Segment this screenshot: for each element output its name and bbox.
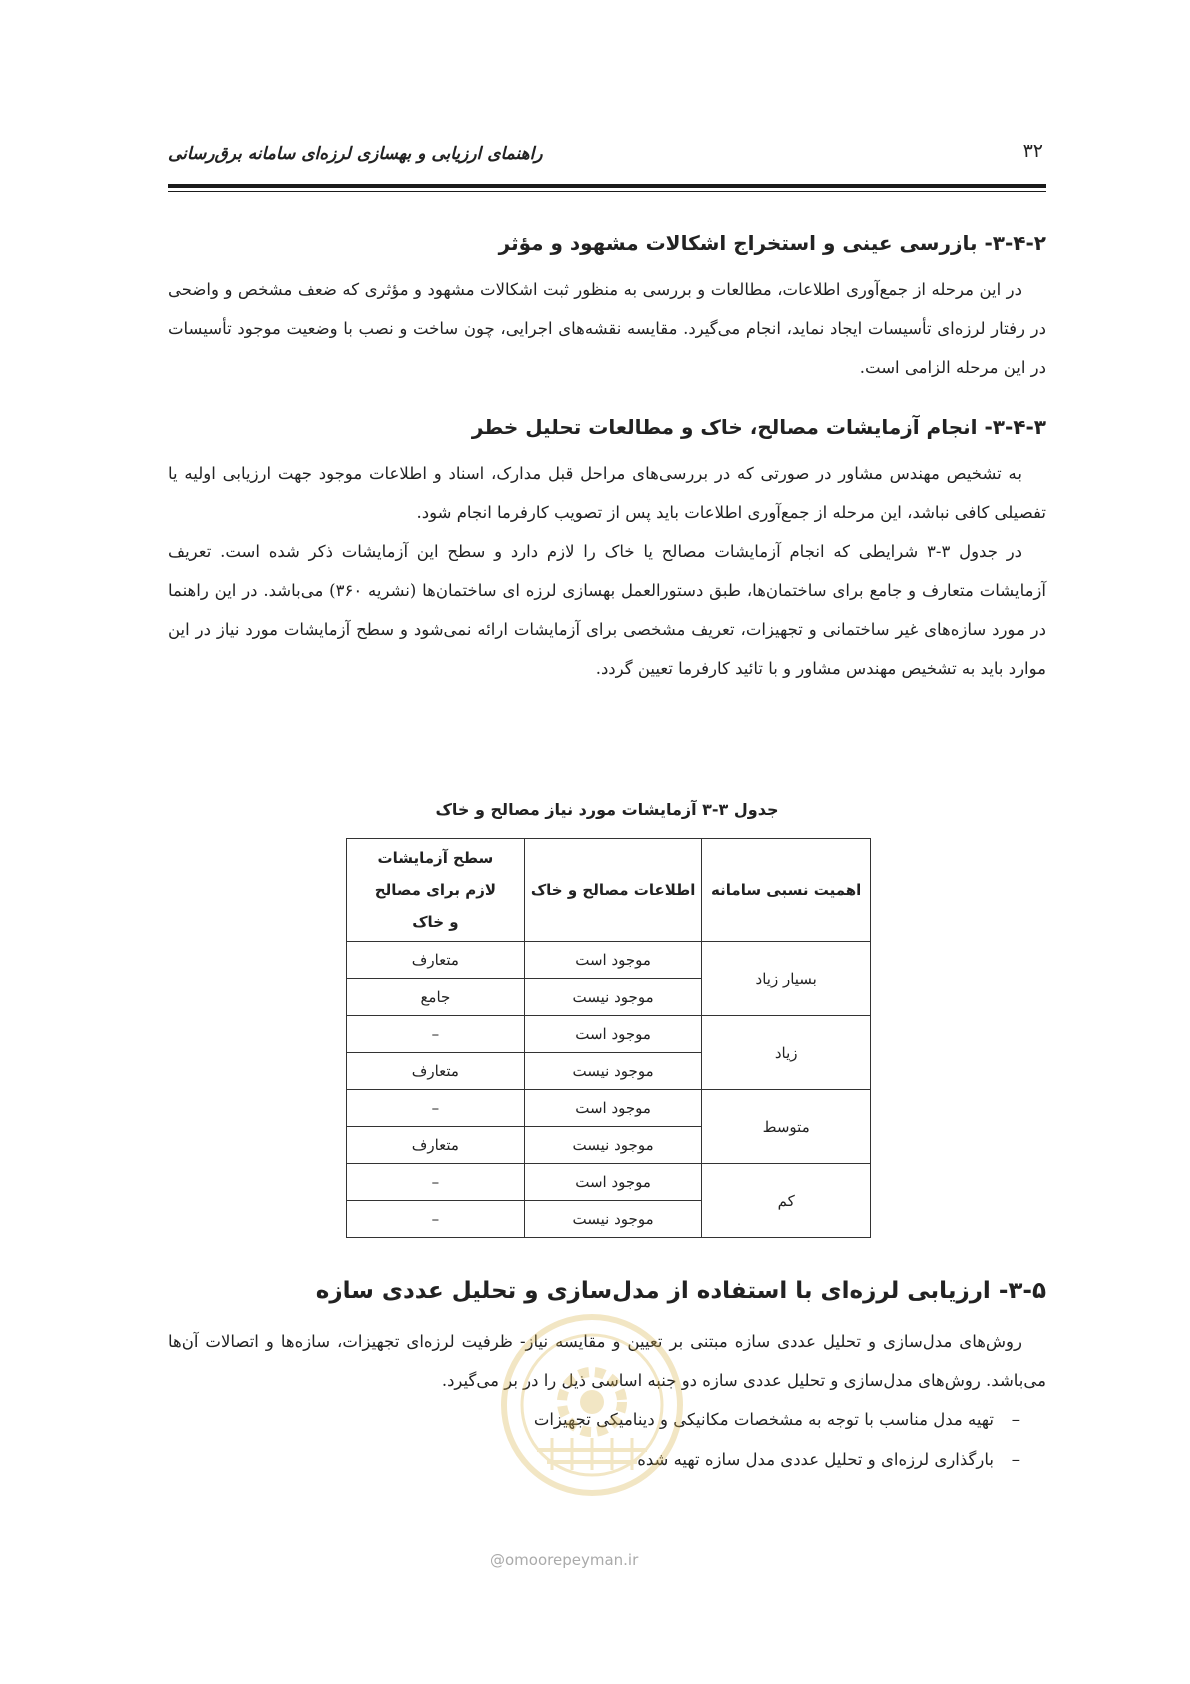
info-cell: موجود است — [524, 1016, 702, 1053]
info-cell: موجود نیست — [524, 1053, 702, 1090]
paragraph: روش‌های مدل‌سازی و تحلیل عددی سازه مبتنی بر تعیین و مقایسه نیاز- ظرفیت لرزه‌ای تجهیزات، سازه‌ها و اتصالات آن‌ها می‌باشد. روش‌های مدل‌سازی و تحلیل عددی سازه دو جنبه اساسی ذیل را در بر می‌گیرد. — [168, 1332, 1046, 1390]
tests-table — [346, 838, 871, 1238]
dash-marker: – — [1011, 1450, 1020, 1469]
paragraph: به تشخیص مهندس مشاور در صورتی که در بررسی‌های مراحل قبل مدارک، اسناد و اطلاعات موجود جهت ارزیابی اولیه یا تفصیلی کافی نباشد، این مرحله از جمع‌آوری اطلاعات باید پس از تصویب کارفرما انجام شود. — [168, 464, 1046, 522]
info-cell: موجود است — [524, 1164, 702, 1201]
table-row — [347, 1016, 871, 1053]
header-info: اطلاعات مصالح و خاک — [524, 839, 702, 942]
level-cell: – — [347, 1164, 525, 1201]
table-header-row — [347, 839, 871, 942]
table-row — [347, 1164, 871, 1201]
level-cell: متعارف — [347, 1053, 525, 1090]
level-cell: – — [347, 1016, 525, 1053]
running-title: راهنمای ارزیابی و بهسازی لرزه‌ای سامانه برق‌رسانی — [168, 144, 543, 164]
list-item-text: بارگذاری لرزه‌ای و تحلیل عددی مدل سازه تهیه شده — [637, 1450, 994, 1469]
running-header — [168, 140, 1043, 180]
section-3-4-3 — [168, 412, 1046, 688]
watermark-seal-icon — [497, 1310, 687, 1500]
importance-cell: بسیار زیاد — [702, 942, 871, 1016]
section-heading: ۳-۴-۳- انجام آزمایشات مصالح، خاک و مطالعات تحلیل خطر — [471, 415, 1046, 439]
level-cell: – — [347, 1201, 525, 1238]
info-cell: موجود است — [524, 1090, 702, 1127]
importance-cell: متوسط — [702, 1090, 871, 1164]
paragraph: در جدول ۳-۳ شرایطی که انجام آزمایشات مصالح یا خاک را لازم دارد و سطح این آزمایشات ذکر شده است. تعریف آزمایشات متعارف و جامع برای ساختمان‌ها، طبق دستورالعمل بهسازی لرزه ای ساختمان‌ها (نشریه ۳۶۰) می‌باشد. در این راهنما در مورد سازه‌های غیر ساختمانی و تجهیزات، تعریف مشخصی برای آزمایشات ارائه نمی‌شود و سطح آزمایشات مورد نیاز در این موارد باید به تشخیص مهندس مشاور و با تائید کارفرما تعیین گردد. — [168, 542, 1046, 678]
section-heading: ۳-۵- ارزیابی لرزه‌ای با استفاده از مدل‌سازی و تحلیل عددی سازه — [315, 1278, 1046, 1304]
info-cell: موجود نیست — [524, 1127, 702, 1164]
table-row — [347, 942, 871, 979]
level-cell: جامع — [347, 979, 525, 1016]
watermark-site-text: @omoorepeyman.ir — [490, 1551, 639, 1569]
header-rule-thin — [168, 191, 1046, 192]
dash-marker: – — [1011, 1410, 1020, 1429]
importance-cell: زیاد — [702, 1016, 871, 1090]
table-row — [347, 1090, 871, 1127]
page-number: ۳۲ — [1022, 140, 1043, 162]
info-cell: موجود است — [524, 942, 702, 979]
importance-cell: کم — [702, 1164, 871, 1238]
table-caption: جدول ۳-۳ آزمایشات مورد نیاز مصالح و خاک — [435, 800, 779, 819]
header-rule-thick — [168, 184, 1046, 188]
list-item-text: تهیه مدل مناسب با توجه به مشخصات مکانیکی و دینامیکی تجهیزات — [533, 1410, 994, 1429]
level-cell: – — [347, 1090, 525, 1127]
info-cell: موجود نیست — [524, 1201, 702, 1238]
header-importance: اهمیت نسبی سامانه — [702, 839, 871, 942]
section-heading: ۳-۴-۲- بازرسی عینی و استخراج اشکالات مشهود و مؤثر — [498, 231, 1046, 255]
section-3-4-2 — [168, 228, 1046, 387]
level-cell: متعارف — [347, 942, 525, 979]
paragraph: در این مرحله از جمع‌آوری اطلاعات، مطالعات و بررسی به منظور ثبت اشکالات مشهود و مؤثری که ضعف مشخص و واضحی در رفتار لرزه‌ای تأسیسات ایجاد نماید، انجام می‌گیرد. مقایسه نقشه‌های اجرایی، چون ساخت و نصب با وضعیت موجود تأسیسات در این مرحله الزامی است. — [168, 280, 1046, 377]
header-level: سطح آزمایشات لازم برای مصالح و خاک — [347, 839, 525, 942]
info-cell: موجود نیست — [524, 979, 702, 1016]
level-cell: متعارف — [347, 1127, 525, 1164]
